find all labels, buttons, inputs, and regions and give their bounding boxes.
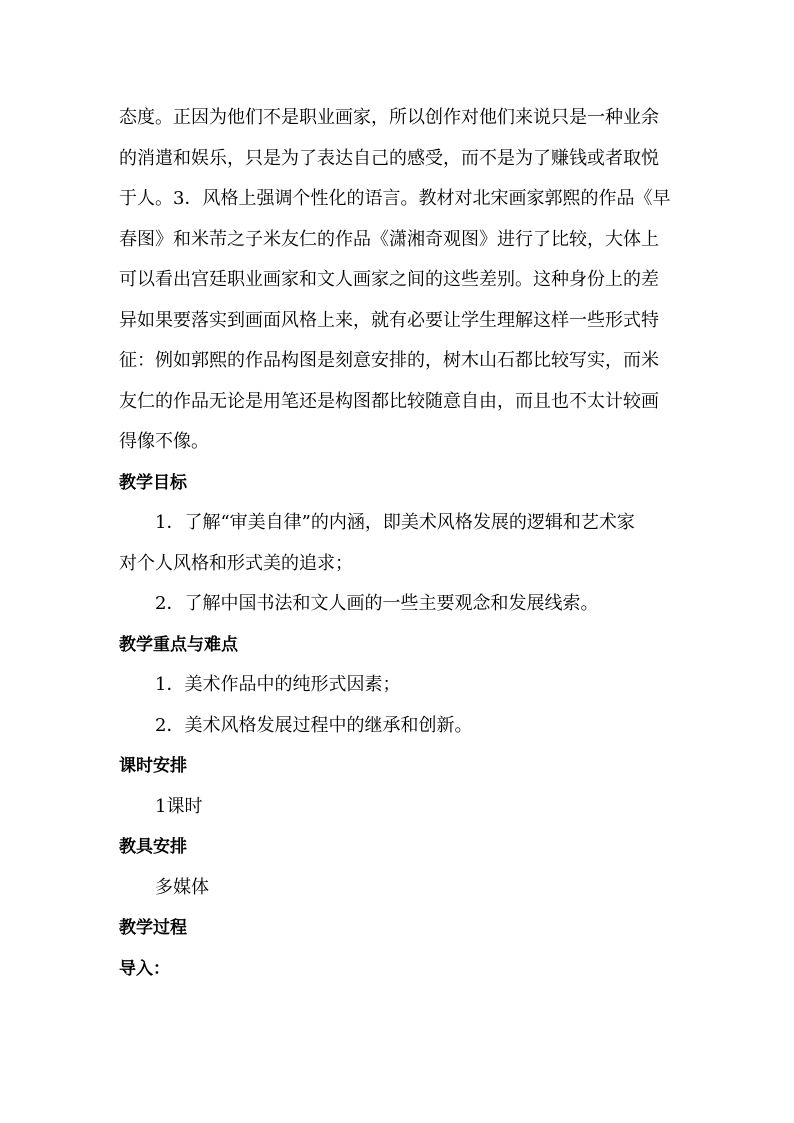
section-heading-goals: 教学目标 xyxy=(119,472,187,493)
section-heading-focus: 教学重点与难点 xyxy=(119,634,238,655)
intro-line-2: 的消遣和娱乐，只是为了表达自己的感受，而不是为了赚钱或者取悦 xyxy=(119,147,659,169)
intro-line-3: 于人。3．风格上强调个性化的语言。教材对北宋画家郭熙的作品《早 xyxy=(119,188,671,209)
hours-value: 1课时 xyxy=(155,795,203,817)
intro-line-4: 春图》和米芾之子米友仁的作品《潇湘奇观图》进行了比较，大体上 xyxy=(119,228,659,250)
intro-line-8: 友仁的作品无论是用笔还是构图都比较随意自由，而且也不太计较画 xyxy=(119,390,659,412)
intro-line-6: 异如果要落实到画面风格上来，就有必要让学生理解这样一些形式特 xyxy=(119,309,659,331)
goal-item-1-line-2: 对个人风格和形式美的追求； xyxy=(119,552,353,574)
focus-item-2: 2．美术风格发展过程中的继承和创新。 xyxy=(155,714,473,736)
section-heading-intro: 导入： xyxy=(119,958,170,979)
intro-line-1: 态度。正因为他们不是职业画家，所以创作对他们来说只是一种业余 xyxy=(119,107,659,128)
intro-paragraph xyxy=(119,98,675,463)
section-heading-hours: 课时安排 xyxy=(119,756,187,776)
intro-line-7: 征：例如郭熙的作品构图是刻意安排的，树木山石都比较写实，而米 xyxy=(119,350,659,371)
section-heading-tools: 教具安排 xyxy=(119,837,187,857)
goal-item-2: 2．了解中国书法和文人画的一些主要观念和发展线索。 xyxy=(155,593,599,614)
focus-item-1: 1．美术作品中的纯形式因素； xyxy=(155,674,401,695)
section-heading-process: 教学过程 xyxy=(119,918,187,938)
goal-item-1-line-1: 1．了解“审美自律”的内涵，即美术风格发展的逻辑和艺术家 xyxy=(155,512,635,533)
tools-value: 多媒体 xyxy=(155,876,209,898)
intro-line-5: 可以看出宫廷职业画家和文人画家之间的这些差别。这种身份上的差 xyxy=(119,269,659,290)
document-page xyxy=(119,98,675,989)
intro-line-9: 得像不像。 xyxy=(119,431,209,452)
